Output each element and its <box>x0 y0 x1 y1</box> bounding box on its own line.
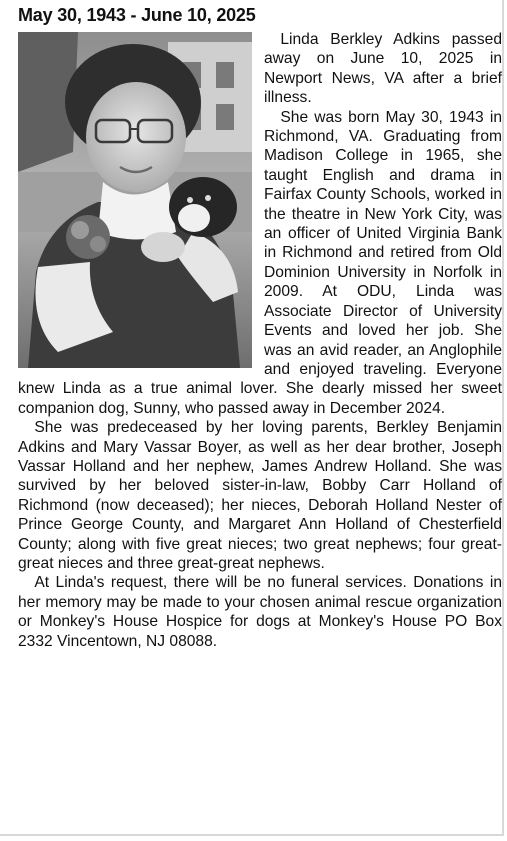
obituary-dates: May 30, 1943 - June 10, 2025 <box>18 5 256 25</box>
paragraph-family: She was predeceased by her loving parents, Berkley Benjamin Adkins and Mary Vassar Boyer, as well as her dear brother, Joseph Vassar Holland and her nephew, James Andrew Holland. She was survived by her beloved sister-in-law, Bobby Carr Holland of Richmond (now deceased); her nieces, Deborah Holland Nester of Prince George County, and Margaret Ann Holland of Chesterfield County; along with five great nieces; two great nephews; four great-great nieces and three great-great nephews. <box>18 419 502 572</box>
paragraph-death-notice: Linda Berkley Adkins passed away on June 10, 2025 in Newport News, VA after a brief illness. <box>264 31 502 107</box>
obituary-body <box>18 30 502 651</box>
paragraph-services: At Linda's request, there will be no funeral services. Donations in her memory may be made to your chosen animal rescue organization or Monkey's House Hospice for dogs at Monkey's House PO Box 2332 Vincentown, NJ 08088. <box>18 574 502 650</box>
paragraph-biography: She was born May 30, 1943 in Richmond, VA. Graduating from Madison College in 1965, she taught English and drama in Fairfax County Schools, worked in the theatre in New York City, was an officer of United Virginia Bank in Richmond and retired from Old Dominion University in Norfolk in 2009. At ODU, Linda was Associate Director of University Events and loved her job. She was an avid reader, an Anglophile and enjoyed traveling. Everyone knew Linda as a true animal lover. She dearly missed her sweet companion dog, Sunny, who passed away in December 2024. <box>18 108 502 417</box>
portrait-photo <box>18 32 252 368</box>
